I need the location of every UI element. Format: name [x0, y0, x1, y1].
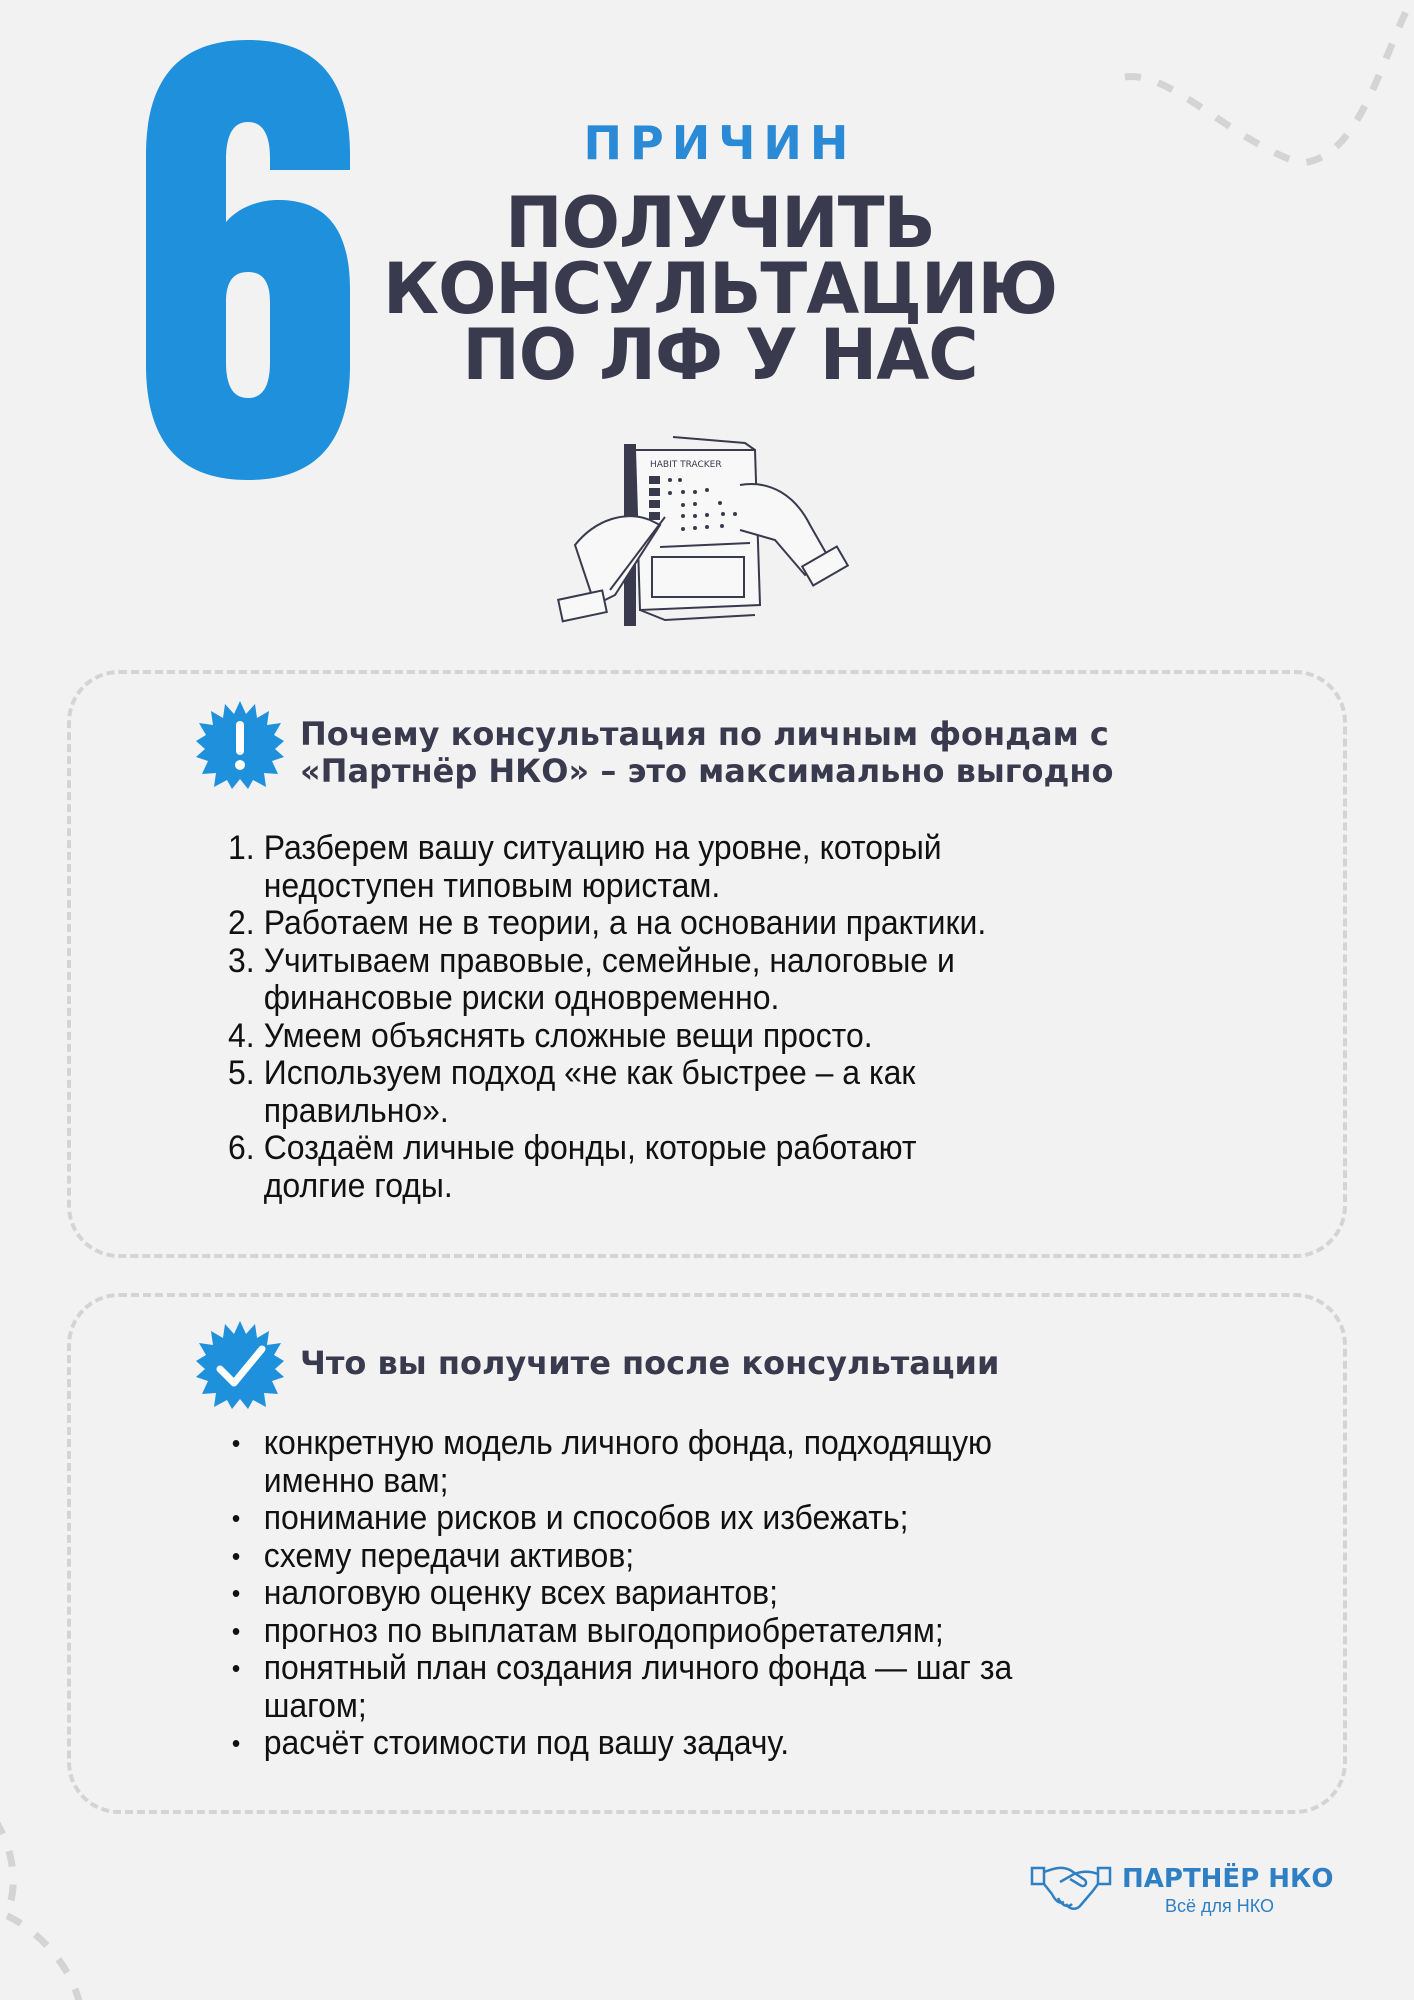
results-heading: Что вы получите после консультации: [300, 1344, 1000, 1382]
habit-tracker-illustration: [555, 425, 865, 640]
list-item: • налоговую оценку всех вариантов;: [231, 1574, 779, 1612]
list-item: • конкретную модель личного фонда, подходящую именно вам;: [231, 1424, 993, 1500]
list-item: 2. Работаем не в теории, а на основании практики.: [228, 904, 987, 942]
results-list: [228, 1425, 1012, 1763]
list-item: 1. Разберем вашу ситуацию на уровне, который недоступен типовым юристам.: [228, 829, 942, 905]
kicker-text: ПРИЧИН: [583, 116, 857, 170]
list-item: • схему передачи активов;: [231, 1536, 635, 1575]
list-item: 3. Учитываем правовые, семейные, налоговые и финансовые риски одновременно.: [228, 941, 955, 1017]
list-item: • понимание рисков и способов их избежать;: [231, 1499, 909, 1537]
checkmark-badge-icon: [196, 1321, 284, 1409]
list-item: 4. Умеем объяснять сложные вещи просто.: [228, 1016, 873, 1055]
list-item: 6. Создаём личные фонды, которые работают долгие годы.: [228, 1129, 917, 1205]
svg-text:HABIT TRACKER: HABIT TRACKER: [650, 460, 722, 470]
page-title: ПОЛУЧИТЬ КОНСУЛЬТАЦИЮ ПО ЛФ У НАС: [382, 182, 1057, 396]
big-number-six: [138, 40, 358, 480]
handshake-icon: [1030, 1862, 1112, 1914]
why-us-heading: Почему консультация по личным фондам с «Партнёр НКО» – это максимально выгодно: [300, 715, 1114, 790]
list-item: • расчёт стоимости под вашу задачу.: [231, 1724, 790, 1762]
partner-nko-logo: ПАРТНЁР НКО Всё для НКО: [1030, 1862, 1330, 1922]
why-us-list: [228, 830, 986, 1205]
list-item: • понятный план создания личного фонда — шаг за шагом;: [231, 1649, 1013, 1725]
exclamation-starburst-icon: [196, 701, 284, 789]
list-item: 5. Используем подход «не как быстрее – а как правильно».: [228, 1054, 916, 1130]
list-item: • прогноз по выплатам выгодоприобретателям;: [231, 1611, 944, 1650]
